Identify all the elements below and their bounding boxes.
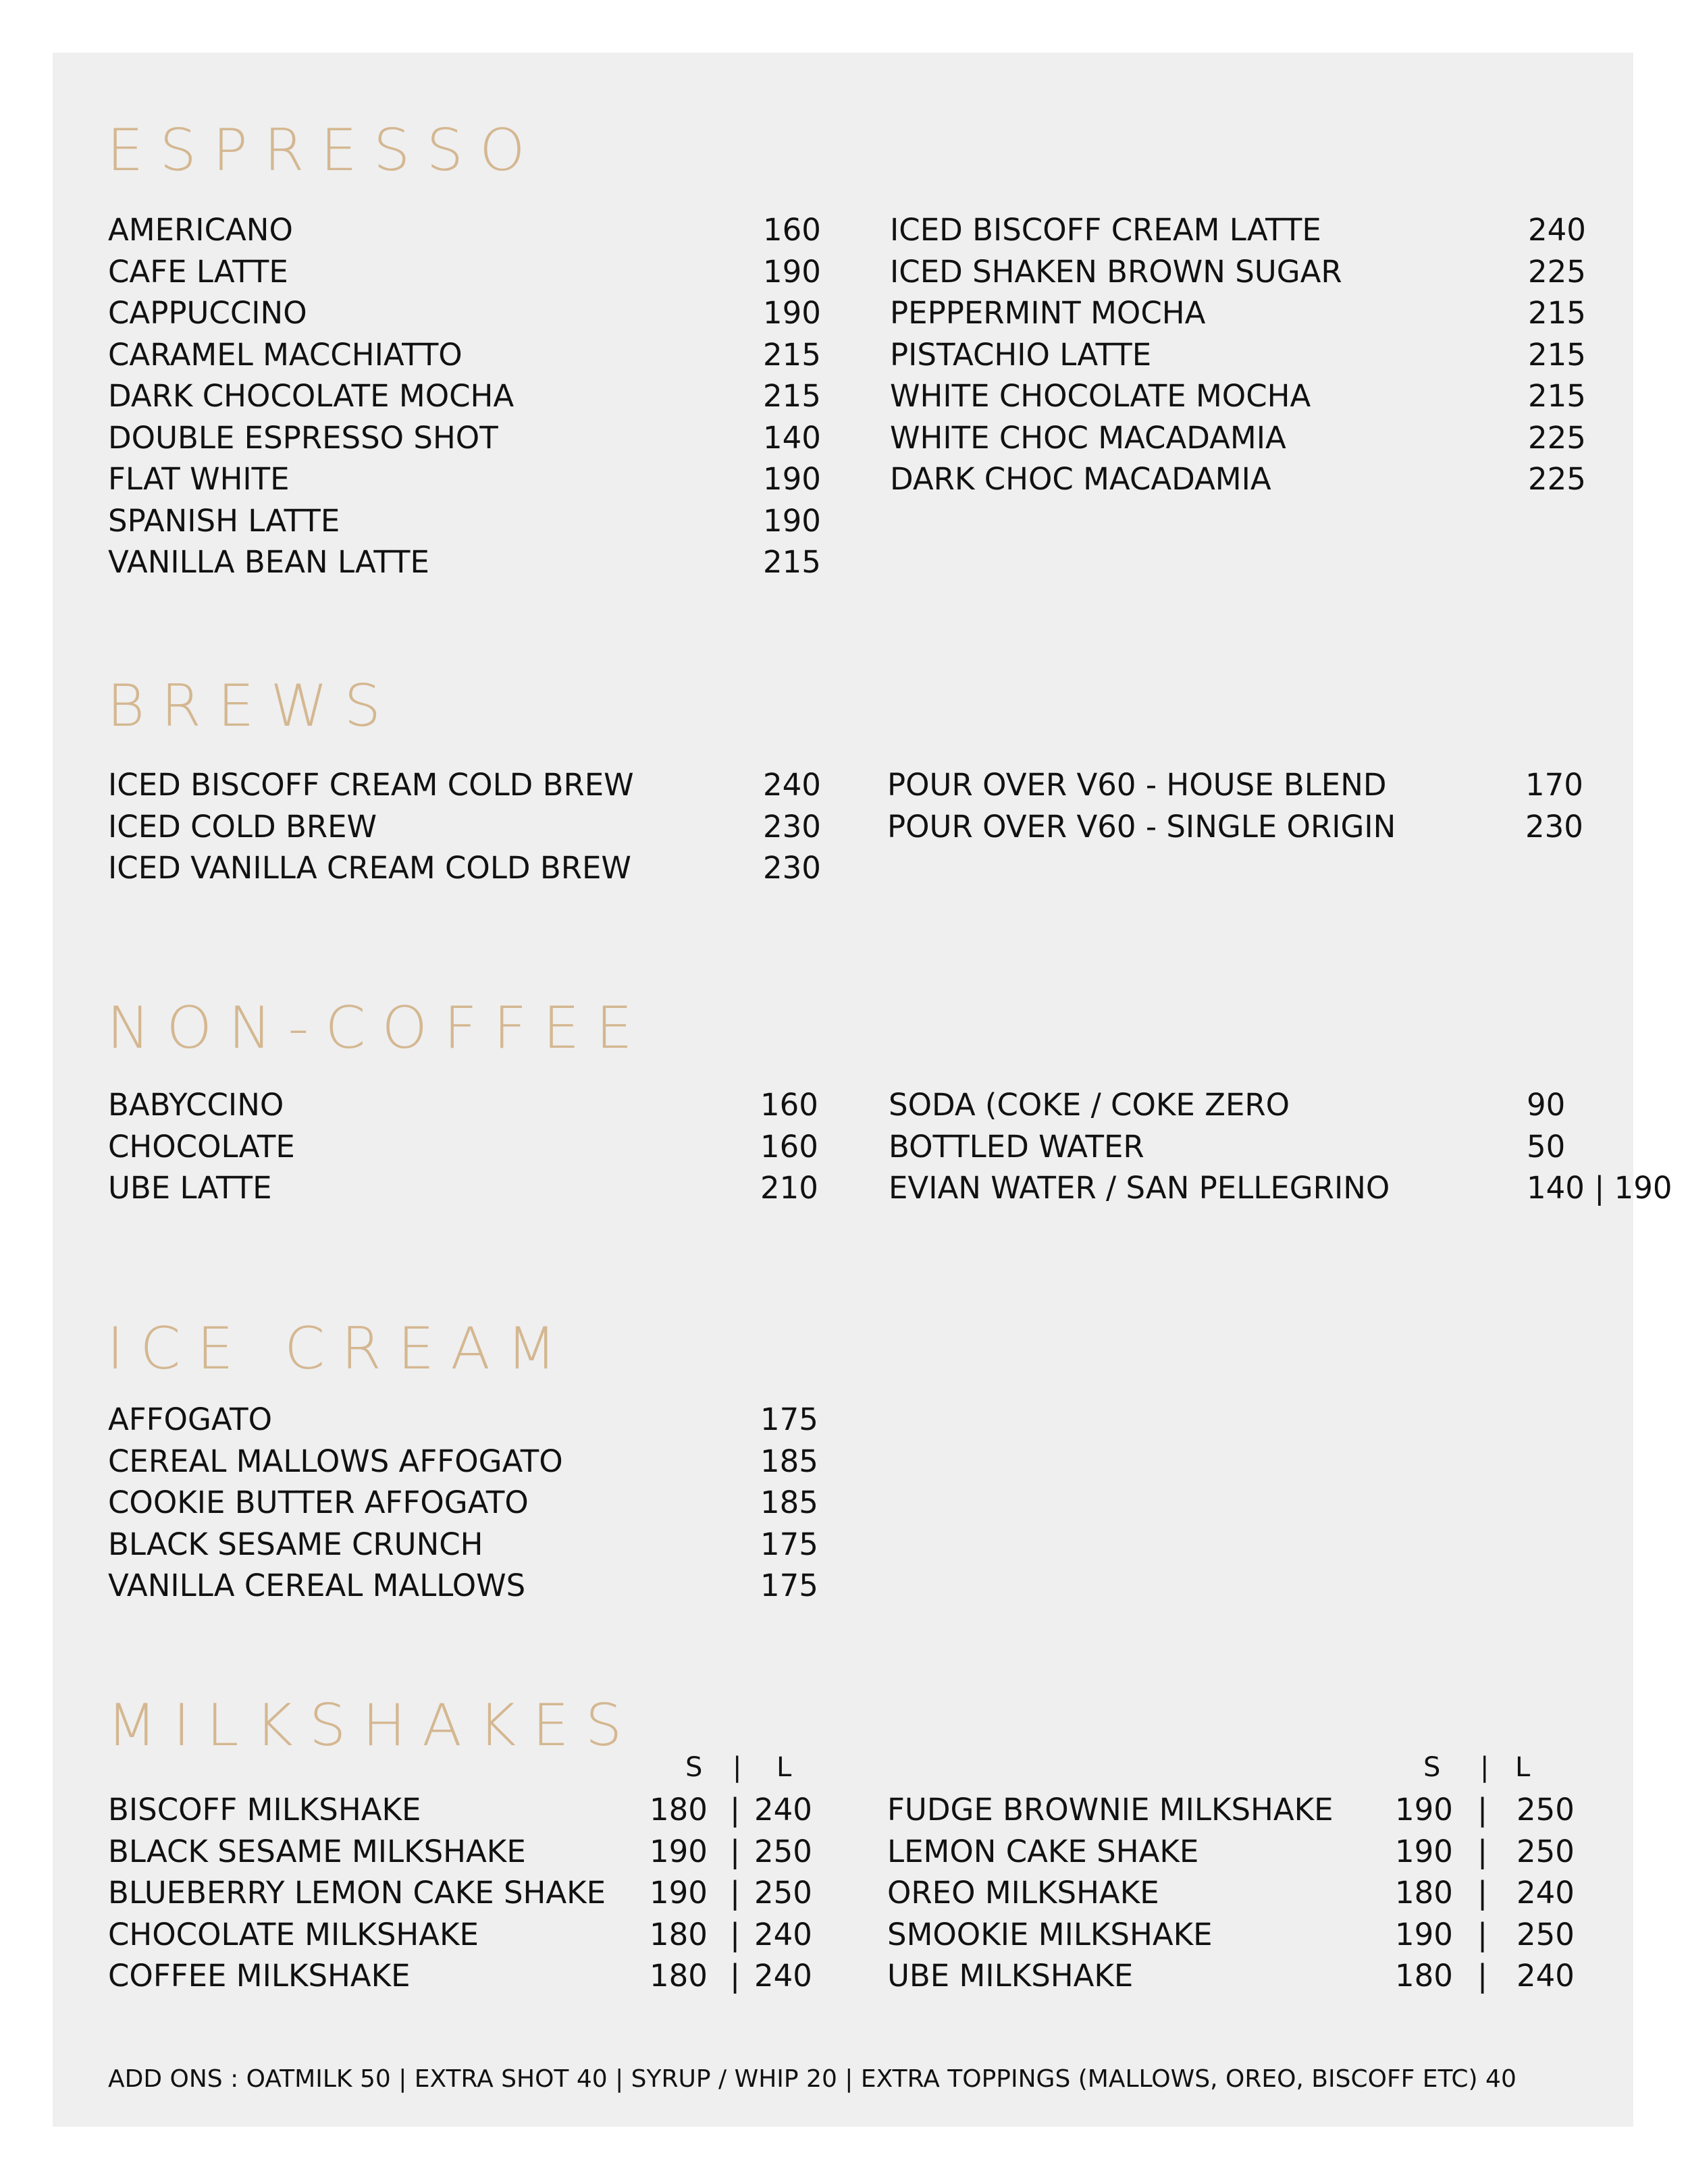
menu-item (890, 209, 1606, 251)
menu-item (108, 1441, 824, 1483)
milkshakes-right-list (887, 1789, 1603, 1997)
milkshake-price-large: 250 (754, 1833, 812, 1869)
non-coffee-right-list (889, 1084, 1672, 1209)
menu-item-name: AFFOGATO (108, 1402, 273, 1437)
price-divider: | (1477, 1792, 1488, 1828)
menu-item (108, 764, 824, 806)
milkshakes-left-list (108, 1789, 824, 1997)
menu-item-price: 230 (763, 850, 821, 886)
menu-item-name: CAPPUCCINO (108, 295, 307, 331)
menu-item-name: ICED BISCOFF CREAM COLD BREW (108, 767, 634, 803)
menu-item (108, 375, 821, 417)
menu-item-name: SPANISH LATTE (108, 502, 340, 539)
ice-cream-list (108, 1399, 824, 1607)
menu-item-price: 215 (1528, 378, 1586, 414)
milkshake-item (887, 1914, 1603, 1956)
milkshake-price-large: 240 (754, 1958, 812, 1994)
milkshake-item (887, 1789, 1603, 1831)
menu-item-name: UBE LATTE (108, 1170, 272, 1206)
price-divider: | (730, 1916, 741, 1952)
price-divider: | (1477, 1875, 1488, 1911)
menu-item (890, 458, 1606, 500)
menu-item (890, 417, 1606, 459)
milkshakes-heading: MILKSHAKES (107, 1692, 639, 1759)
milkshake-item (108, 1831, 824, 1873)
menu-item-price: 215 (763, 336, 821, 373)
menu-item-name: ICED VANILLA CREAM COLD BREW (108, 850, 631, 886)
menu-item-price: 190 (763, 461, 821, 497)
menu-item-name: ICED BISCOFF CREAM LATTE (890, 212, 1321, 248)
menu-item-name: BLACK SESAME CRUNCH (108, 1526, 483, 1562)
menu-item-price: 50 (1527, 1128, 1566, 1165)
menu-item (108, 209, 821, 251)
menu-item (108, 541, 821, 583)
milkshake-price-small: 190 (1395, 1916, 1453, 1952)
menu-item-price: 160 (763, 212, 821, 248)
menu-item (108, 458, 821, 500)
menu-item-price: 160 (760, 1128, 818, 1165)
menu-item (890, 375, 1606, 417)
menu-item-price: 210 (760, 1170, 818, 1206)
milkshake-price-large: 250 (1516, 1792, 1575, 1828)
menu-item (108, 1565, 824, 1607)
menu-item (887, 806, 1603, 848)
menu-item-name: AMERICANO (108, 212, 293, 248)
milkshake-item (887, 1955, 1603, 1997)
espresso-left-list (108, 209, 821, 583)
size-small-label: S (1423, 1752, 1441, 1783)
milkshake-price-small: 180 (1395, 1958, 1453, 1994)
menu-item (108, 292, 821, 334)
menu-item-price: 215 (1528, 336, 1586, 373)
brews-left-list (108, 764, 824, 889)
milkshake-name: COFFEE MILKSHAKE (108, 1958, 411, 1994)
menu-item-price: 175 (760, 1402, 818, 1437)
espresso-heading: ESPRESSO (107, 117, 542, 184)
menu-item (889, 1126, 1604, 1168)
menu-item-price: 230 (763, 808, 821, 845)
milkshake-item (887, 1872, 1603, 1914)
menu-item-name: CEREAL MALLOWS AFFOGATO (108, 1443, 563, 1479)
brews-right-list (887, 764, 1603, 847)
milkshake-name: OREO MILKSHAKE (887, 1875, 1159, 1911)
milkshake-item (887, 1831, 1603, 1873)
menu-item (108, 1167, 824, 1209)
menu-item (890, 251, 1606, 293)
menu-item-name: CHOCOLATE (108, 1128, 295, 1165)
menu-item-price: 190 (763, 253, 821, 290)
price-divider: | (1477, 1916, 1488, 1952)
menu-item-price: 160 (760, 1087, 818, 1123)
milkshake-name: BLACK SESAME MILKSHAKE (108, 1833, 526, 1869)
milkshake-price-small: 190 (1395, 1792, 1453, 1828)
espresso-right-list (890, 209, 1606, 500)
menu-item (108, 1482, 824, 1524)
milkshake-price-small: 190 (650, 1833, 708, 1869)
milkshake-name: LEMON CAKE SHAKE (887, 1833, 1199, 1869)
milkshake-item (108, 1872, 824, 1914)
milkshake-price-small: 180 (650, 1792, 708, 1828)
menu-item-price: 225 (1528, 461, 1586, 497)
menu-item-price: 190 (763, 295, 821, 331)
menu-item-price: 190 (763, 502, 821, 539)
menu-item-price: 230 (1525, 808, 1583, 845)
menu-item (108, 1399, 824, 1441)
price-divider: | (730, 1875, 741, 1911)
menu-item-name: SODA (COKE / COKE ZERO (889, 1087, 1290, 1123)
price-divider: | (1477, 1833, 1488, 1869)
menu-item-price: 170 (1525, 767, 1583, 803)
menu-item-price: 140 (763, 419, 821, 456)
milkshake-price-small: 180 (650, 1958, 708, 1994)
menu-item-name: COOKIE BUTTER AFFOGATO (108, 1485, 529, 1520)
price-divider: | (730, 1958, 741, 1994)
menu-item (108, 1084, 824, 1126)
menu-item (108, 251, 821, 293)
menu-item (889, 1084, 1604, 1126)
menu-item-name: PEPPERMINT MOCHA (890, 295, 1206, 331)
menu-item-name: ICED COLD BREW (108, 808, 377, 845)
menu-item-name: WHITE CHOCOLATE MOCHA (890, 378, 1311, 414)
menu-item-name: CARAMEL MACCHIATTO (108, 336, 463, 373)
milkshake-name: FUDGE BROWNIE MILKSHAKE (887, 1792, 1334, 1828)
milkshake-price-large: 240 (754, 1792, 812, 1828)
menu-item-name: DARK CHOC MACADAMIA (890, 461, 1271, 497)
menu-item (889, 1167, 1672, 1209)
menu-item-price: 225 (1528, 419, 1586, 456)
menu-item-price: 215 (763, 378, 821, 414)
menu-item (108, 806, 824, 848)
menu-item-name: PISTACHIO LATTE (890, 336, 1152, 373)
brews-heading: BREWS (107, 672, 398, 740)
menu-item (108, 1126, 824, 1168)
milkshake-price-small: 180 (650, 1916, 708, 1952)
milkshake-name: BISCOFF MILKSHAKE (108, 1792, 421, 1828)
milkshake-price-small: 180 (1395, 1875, 1453, 1911)
price-divider: | (730, 1833, 741, 1869)
menu-item-name: VANILLA BEAN LATTE (108, 544, 429, 580)
milkshake-name: CHOCOLATE MILKSHAKE (108, 1916, 479, 1952)
menu-item (890, 334, 1606, 376)
milkshake-price-large: 240 (1516, 1875, 1575, 1911)
menu-item-price: 140 | 190 (1527, 1170, 1672, 1206)
menu-item (108, 847, 824, 889)
ice-cream-heading: ICE CREAM (107, 1315, 573, 1383)
milkshake-price-large: 240 (1516, 1958, 1575, 1994)
menu-item-price: 215 (763, 544, 821, 580)
menu-item-name: BABYCCINO (108, 1087, 284, 1123)
milkshake-price-large: 250 (1516, 1916, 1575, 1952)
menu-item-name: DARK CHOCOLATE MOCHA (108, 378, 515, 414)
price-divider: | (1477, 1958, 1488, 1994)
milkshake-price-large: 240 (754, 1916, 812, 1952)
menu-item-price: 215 (1528, 295, 1586, 331)
menu-item-price: 185 (760, 1485, 818, 1520)
milkshake-price-large: 250 (754, 1875, 812, 1911)
menu-item-name: ICED SHAKEN BROWN SUGAR (890, 253, 1342, 290)
menu-item-name: FLAT WHITE (108, 461, 290, 497)
menu-item-price: 240 (763, 767, 821, 803)
menu-item-price: 90 (1527, 1087, 1566, 1123)
menu-item-name: POUR OVER V60 - HOUSE BLEND (887, 767, 1387, 803)
menu-item (108, 334, 821, 376)
menu-item-price: 175 (760, 1526, 818, 1562)
menu-item-price: 240 (1528, 212, 1586, 248)
menu-item-price: 175 (760, 1568, 818, 1603)
menu-item (108, 417, 821, 459)
menu-item (887, 764, 1603, 806)
menu-item-name: POUR OVER V60 - SINGLE ORIGIN (887, 808, 1396, 845)
milkshake-item (108, 1789, 824, 1831)
menu-item-name: WHITE CHOC MACADAMIA (890, 419, 1286, 456)
menu-item-name: VANILLA CEREAL MALLOWS (108, 1568, 526, 1603)
milkshake-name: BLUEBERRY LEMON CAKE SHAKE (108, 1875, 606, 1911)
menu-item (890, 292, 1606, 334)
size-divider: | (733, 1752, 742, 1783)
milkshake-name: UBE MILKSHAKE (887, 1958, 1134, 1994)
menu-item (108, 1524, 824, 1566)
size-large-label: L (1515, 1752, 1531, 1783)
price-divider: | (730, 1792, 741, 1828)
menu-item-name: DOUBLE ESPRESSO SHOT (108, 419, 498, 456)
milkshake-price-large: 250 (1516, 1833, 1575, 1869)
menu-item-name: EVIAN WATER / SAN PELLEGRINO (889, 1170, 1390, 1206)
milkshake-name: SMOOKIE MILKSHAKE (887, 1916, 1213, 1952)
size-divider: | (1480, 1752, 1489, 1783)
milkshake-price-small: 190 (650, 1875, 708, 1911)
milkshake-item (108, 1955, 824, 1997)
menu-item-name: CAFE LATTE (108, 253, 288, 290)
non-coffee-left-list (108, 1084, 824, 1209)
add-ons-note: ADD ONS : OATMILK 50 | EXTRA SHOT 40 | SYRUP / WHIP 20 | EXTRA TOPPINGS (MALLOWS, OREO, BISCOFF ETC) 40 (108, 2065, 1516, 2093)
size-large-label: L (776, 1752, 792, 1783)
milkshake-price-small: 190 (1395, 1833, 1453, 1869)
non-coffee-heading: NON-COFFEE (107, 994, 649, 1062)
menu-item (108, 500, 821, 542)
menu-item-price: 225 (1528, 253, 1586, 290)
menu-item-price: 185 (760, 1443, 818, 1479)
menu-item-name: BOTTLED WATER (889, 1128, 1144, 1165)
milkshake-item (108, 1914, 824, 1956)
size-small-label: S (685, 1752, 703, 1783)
